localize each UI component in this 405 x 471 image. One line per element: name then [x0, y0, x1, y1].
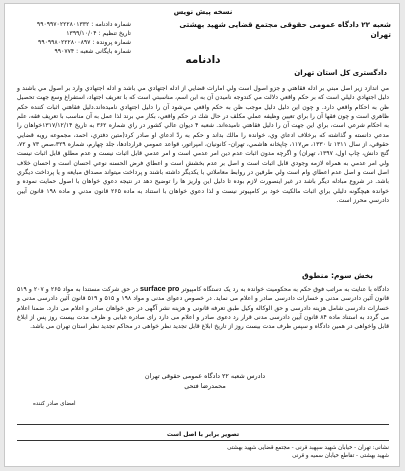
case-metadata: [13, 20, 131, 56]
meta-label: تاریخ تنظیم :: [98, 30, 131, 37]
judge-title: دادرس شعبه ۲۲ دادگاه عمومی حقوقی تهران: [144, 372, 266, 380]
product-name: surface pro: [140, 284, 180, 293]
meta-value: ۱۳۹۹/۱۰/۰۴: [66, 30, 97, 37]
verdict-text-post: در حق شرکت مستندا به مواد ۲۶۵ و ۲۰۷ و ۵۱۹ قانون آئین دادرسی مدنی و خسارات دادرسی صادر و اعلام می نماید. در خصوص دعوای مدنی و مواد ۱۹۸ و ۵۱۵ و ۵۱۹ قانون آئین دادرسی مدنی و خسارات دادرسی شامل هزینه دادرسی و حق الوکاله وکیل طبق تعرفه قانونی و هزینه نشر آگهی در حق خواهان صادر و اعلام می دارد. ضمنا اعلام می گردد به استناد ماده ۸۴ قانون آیین دادرسی مدنی قرار رد دعوی صادر و اعلام می دارد رای صادره غیابی و ظرف مدت بیست روز پس از ابلاغ قابل واخواهی در همین دادگاه و سپس ظرف مدت بیست روز از تاریخ ابلاغ قابل تجدید نظر خواهی در محاکم تجدید نظر استان تهران می باشد.: [17, 286, 389, 331]
court-city: تهران: [370, 30, 391, 39]
recipient-heading: دادگستری کل استان تهران: [294, 69, 387, 77]
footer-divider: [17, 424, 389, 425]
meta-value: ۹۹۰۷۷۴: [54, 48, 75, 55]
meta-label: شماره دادنامه :: [91, 21, 131, 28]
judge-signature-block: [125, 371, 285, 391]
meta-value: ۹۹۰۹۹۸۰۲۲۲۸۰۰۸۹۷: [38, 39, 91, 46]
certified-copy-line: تصویر برابر با اصل است: [166, 431, 240, 438]
meta-row-case-number: [13, 38, 131, 47]
address-line: نشانی: تهران - خیابان شهید سپهبد قرنی - مجتمع قضایی شهید بهشتی: [227, 445, 389, 451]
issuer-signature-label: امضای صادر کننده: [33, 401, 76, 407]
verdict-text: [17, 284, 389, 332]
court-name: شعبه ۲۲ دادگاه عمومی حقوقی مجتمع قضایی شهید بهشتی: [179, 20, 391, 29]
verdict-text-pre: دادگاه با عنایت به مراتب فوق حکم به محکومیت خوانده به رد یک دستگاه کامپیوتر: [179, 286, 389, 293]
court-judgment-page: [4, 3, 400, 467]
court-address: [13, 444, 389, 460]
meta-row-verdict-number: [13, 20, 131, 29]
document-title: دادنامه: [185, 54, 221, 66]
meta-label: شماره بایگانی شعبه :: [76, 48, 131, 55]
court-header: [141, 20, 391, 40]
meta-label: شماره پرونده :: [92, 39, 131, 46]
meta-row-issue-date: [13, 29, 131, 38]
judgment-reasoning-text: مي اندازد زير اصل مبني بر ادله فقاهتي و جزو اصول است ولي امارات قضايي از ادله اجتهادي مي باشد و ادله اجتهادي وارد بر اصول مي باشند و دليل اجتهادي دليلي است كه بر حكم واقعي دلالت مي كندوجه ناميدن آن به اين اسم، مناسبتي است كه با تعريف اجتهاد، استفراغ وسع جهت تحصيل ظن به احكام واقعي دارد. و چون اين دليل دليل موجب ظن به حكم واقعي مي‌شود آن را دليل اجتهادي ناميده‌اند.دليل فقاهتي اثبات كننده حكم ظاهري است و چون فقها آن را براي تعيين وظيفه عملي مكلف در حال شك در حكم واقعي، بكار مي برند لذا عمل به آن مناسب با تعريف فقه، علم به احكام شرعي است، براي اين جهت آن را دليل فقاهتي ناميده‌اند. شعبه ۴ ديوان عالي كشور در راي شماره ۳۶۲ به تاريخ ۱۳۱۷/۱۲/۱۴خواهان را مدعي دانسته و گذاشته كه برخلاف ادعاي وي، خوانده را مالك بداند و حكم به ردّ ادعاي او صادر كرد(متين دفتري، احمد، مجموعه رويه قضايي حقوقي، از سال ۱۳۱۱ تا ۱۳۳۰، ص۱۱۷، چاپخانه هاشمي، تهران- كانونيان، امپراتور، قواعد عمومي قراردادها، جلد چهارم، شماره ۳۲۹،صص ۷۳ و ۷۲، گنج دانش، چاپ اول، ۱۳۹۷، تهران) و اگرچه مدون اثبات عدم دين امر عدمي است و امر عدمي قابل اثبات نيست و عدم مطلق قابل اثبات نيست ولي امر عدمي به همراه لازمه وجودي قابل اثبات است و اصل بر عدم بخشش است و اعطاي فرض الحسنه نوعي احسان است و احسان خلاف اصل است و اصل عدم اعطاي وام است ولي طرفين در روابط معاملاتي با يكديگر داشته باشند و پرداخت ميتواند مصداق مبايعه و يا پرداخت ديگري باشد. در شروع مبادله ديگر باشد در غير اينصورت لازم بوده تا دليل اين واريز ها را توضيح دهد در نتيجه دعوي خواهان با اصول حمايت نموده و خوانده هيچگونه دليلي براي اثبات مالكيت خود بر كامپيوتر نيست و لذا دعوي خواهان با استناد به ماده ۲۶۵ قانون مدني و ماده ۱۹۸ قانون آيين دادرسي محرز است.: [17, 85, 389, 205]
footer-divider-2: [17, 440, 389, 441]
section-heading: بخش سوم: منطوق: [301, 271, 373, 280]
meta-value: ۹۹۰۹۹۷۰۲۲۲۸۰۱۳۳۲: [36, 21, 90, 28]
address-line: شهید بهشتی - تقاطع خیابان سمیه و قرنی: [292, 453, 389, 459]
judge-name: محمدرضا فتحی: [184, 382, 226, 390]
draft-copy-label: نسخه پیش نویس: [173, 8, 233, 16]
